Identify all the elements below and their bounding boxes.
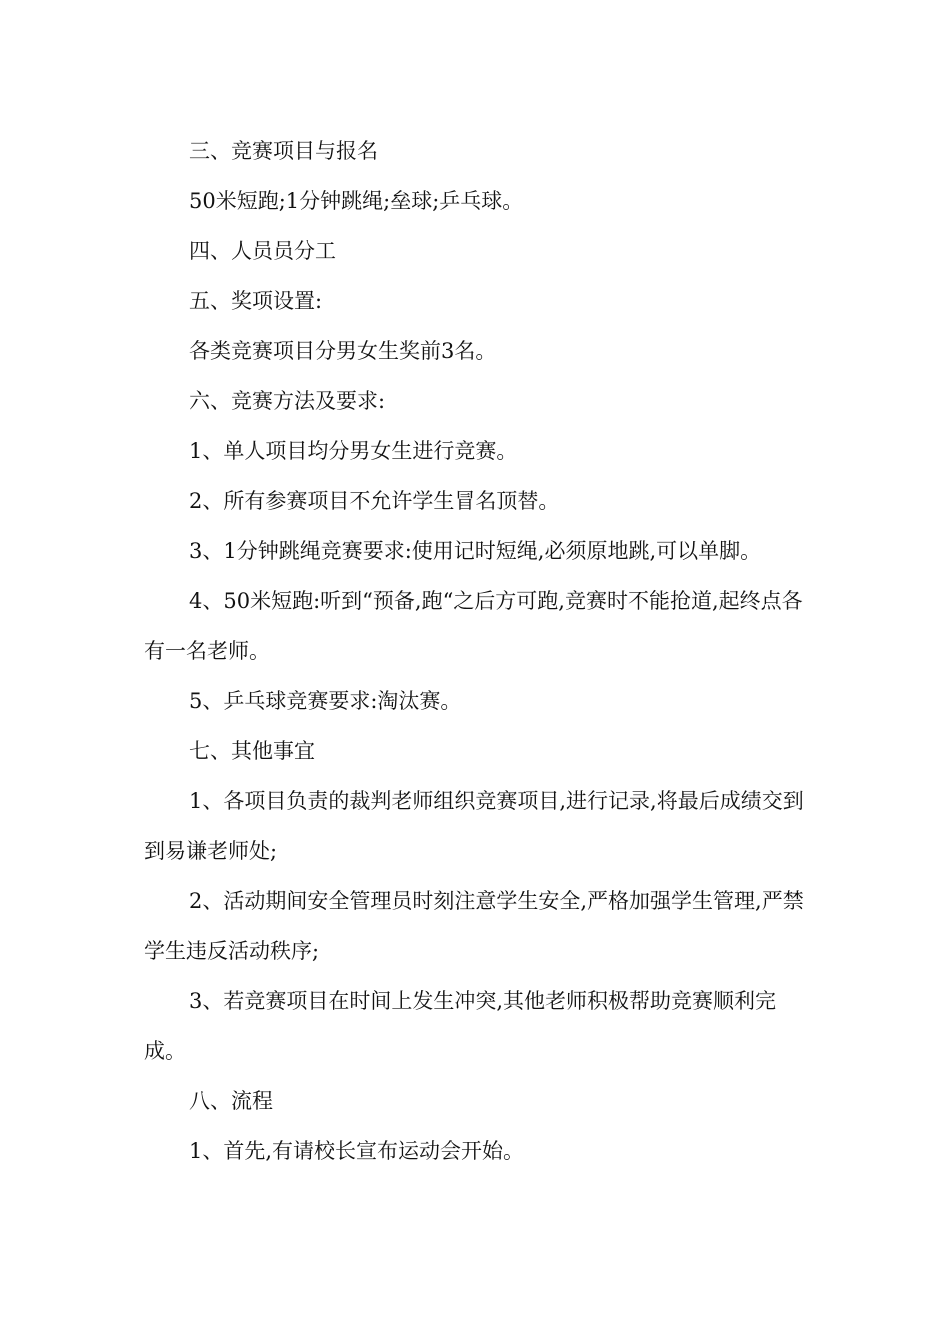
section-heading-3: 三、竞赛项目与报名 bbox=[189, 139, 378, 163]
process-item-1: 1、首先,有请校长宣布运动会开始。 bbox=[189, 1139, 525, 1163]
section-heading-7: 七、其他事宜 bbox=[189, 739, 315, 763]
rule-item-2: 2、所有参赛项目不允许学生冒名顶替。 bbox=[189, 489, 560, 513]
rule-item-4: 4、50米短跑:听到“预备,跑“之后方可跑,竞赛时不能抢道,起终点各有一名老师。 bbox=[144, 589, 803, 663]
rule-item-3: 3、1分钟跳绳竞赛要求:使用记时短绳,必须原地跳,可以单脚。 bbox=[189, 539, 762, 563]
rule-item-5: 5、乒乓球竞赛要求:淘汰赛。 bbox=[189, 689, 462, 713]
section-heading-8: 八、流程 bbox=[189, 1089, 273, 1113]
paragraph-events: 50米短跑;1分钟跳绳;垒球;乒乓球。 bbox=[189, 189, 524, 213]
other-item-1: 1、各项目负责的裁判老师组织竞赛项目,进行记录,将最后成绩交到到易谦老师处; bbox=[144, 789, 804, 863]
paragraph-awards: 各类竞赛项目分男女生奖前3名。 bbox=[189, 339, 497, 363]
other-item-2: 2、活动期间安全管理员时刻注意学生安全,严格加强学生管理,严禁学生违反活动秩序; bbox=[144, 889, 804, 963]
document-body bbox=[144, 126, 809, 1176]
other-item-3: 3、若竞赛项目在时间上发生冲突,其他老师积极帮助竞赛顺利完成。 bbox=[144, 989, 777, 1063]
section-heading-5: 五、奖项设置: bbox=[189, 289, 323, 313]
section-heading-4: 四、人员员分工 bbox=[189, 239, 336, 263]
section-heading-6: 六、竞赛方法及要求: bbox=[189, 389, 386, 413]
rule-item-1: 1、单人项目均分男女生进行竞赛。 bbox=[189, 439, 518, 463]
